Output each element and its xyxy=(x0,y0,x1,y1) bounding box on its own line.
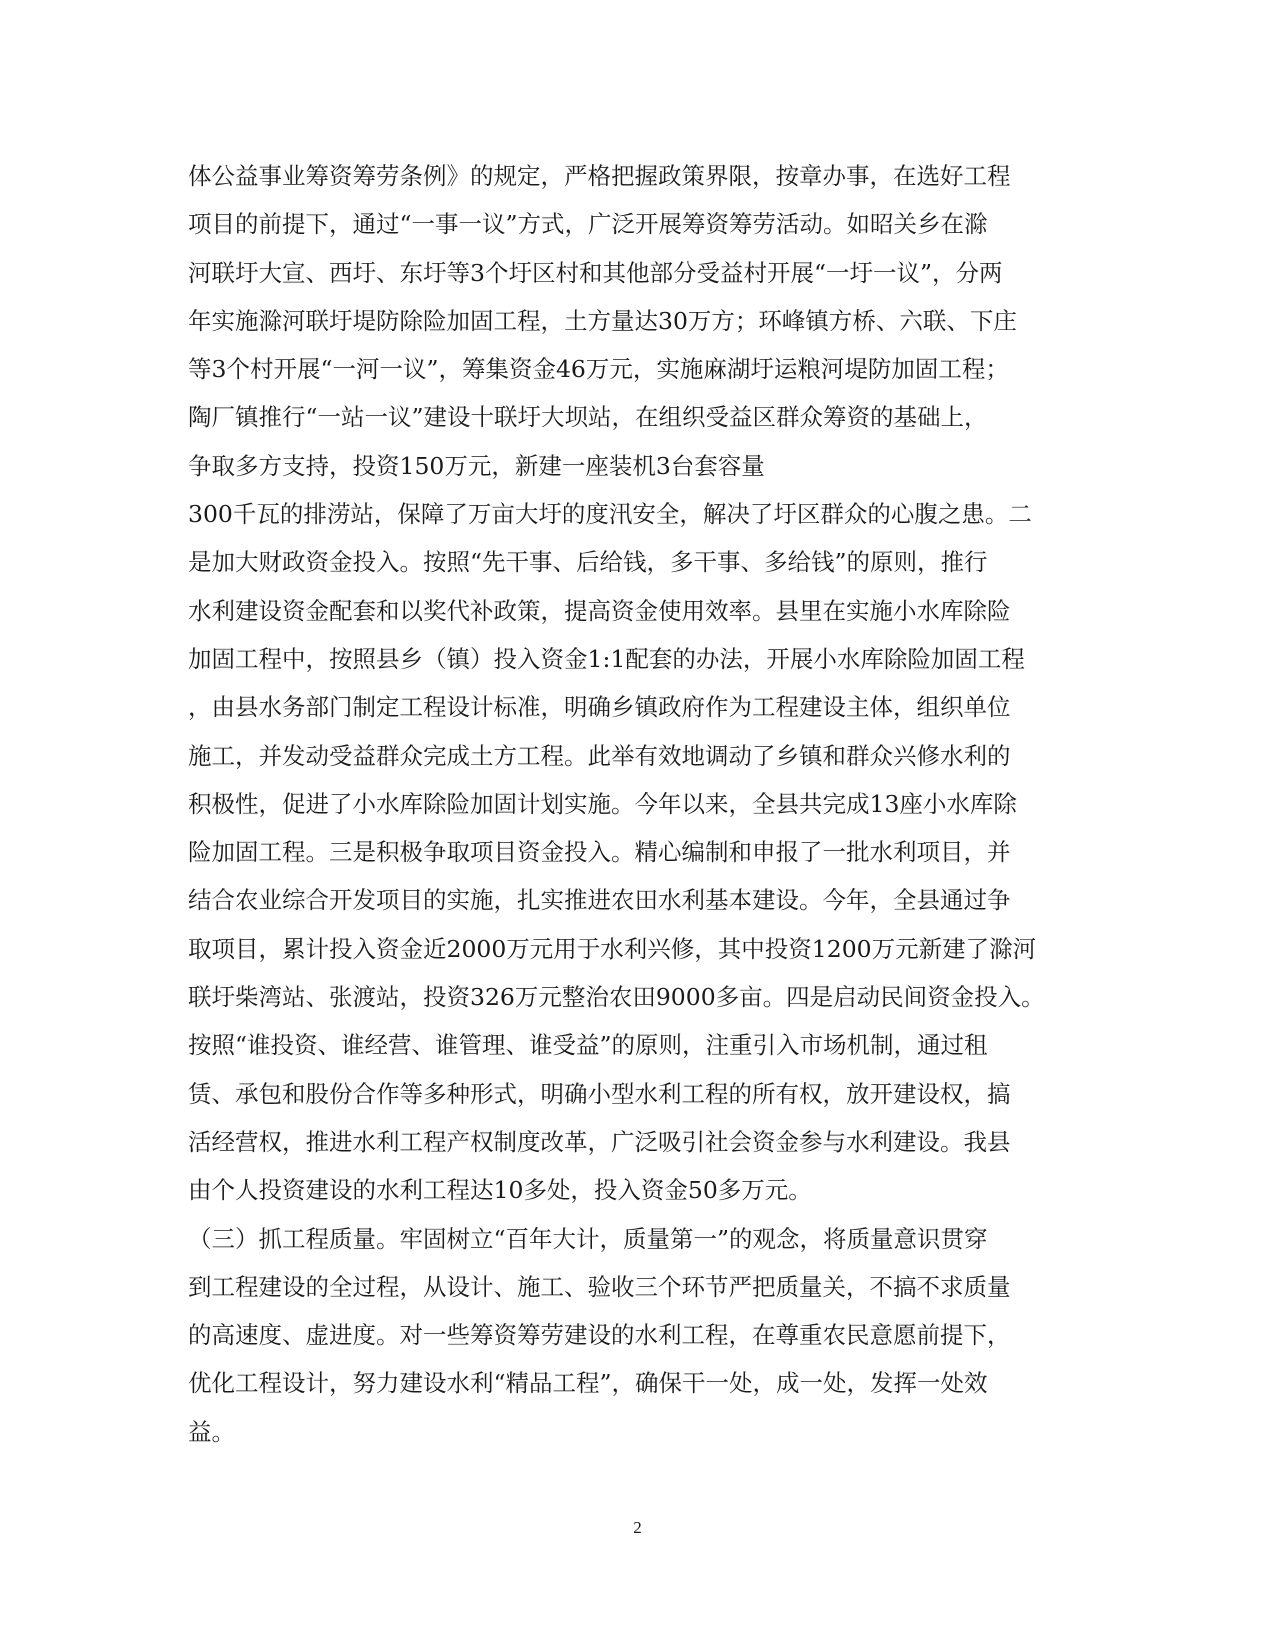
text-line: 陶厂镇推行“一站一议”建设十联圩大坝站，在组织受益区群众筹资的基础上， xyxy=(188,403,988,432)
page-number: 2 xyxy=(633,1518,642,1537)
text-line: 赁、承包和股份合作等多种形式，明确小型水利工程的所有权，放开建设权，搞 xyxy=(188,1079,1011,1108)
text-line: 按照“谁投资、谁经营、谁管理、谁受益”的原则，注重引入市场机制，通过租 xyxy=(188,1031,988,1060)
text-line: 年实施滁河联圩堤防除险加固工程，土方量达30万方；环峰镇方桥、六联、下庄 xyxy=(188,306,1017,335)
text-line: 水利建设资金配套和以奖代补政策，提高资金使用效率。县里在实施小水库除险 xyxy=(188,596,1011,625)
text-line: 由个人投资建设的水利工程达10多处，投入资金50多万元。 xyxy=(188,1176,812,1205)
text-line: 取项目，累计投入资金近2000万元用于水利兴修，其中投资1200万元新建了滁河 xyxy=(188,934,1037,963)
text-line: 优化工程设计，努力建设水利“精品工程”，确保干一处，成一处，发挥一处效 xyxy=(188,1369,988,1398)
text-line: 项目的前提下，通过“一事一议”方式，广泛开展筹资筹劳活动。如昭关乡在滁 xyxy=(188,210,988,239)
text-line: 体公益事业筹资筹劳条例》的规定，严格把握政策界限，按章办事，在选好工程 xyxy=(188,162,1011,190)
text-line: （三）抓工程质量。牢固树立“百年大计，质量第一”的观念，将质量意识贯穿 xyxy=(188,1224,988,1253)
text-line: 加固工程中，按照县乡（镇）投入资金1:1配套的办法，开展小水库除险加固工程 xyxy=(188,644,1025,673)
text-line: 险加固工程。三是积极争取项目资金投入。精心编制和申报了一批水利项目，并 xyxy=(188,838,1011,867)
text-line: 争取多方支持，投资150万元，新建一座装机3台套容量 xyxy=(188,451,765,480)
text-line: 结合农业综合开发项目的实施，扎实推进农田水利基本建设。今年，全县通过争 xyxy=(188,886,1011,915)
text-line: 到工程建设的全过程，从设计、施工、验收三个环节严把质量关，不搞不求质量 xyxy=(188,1272,1011,1301)
text-line: 的高速度、虚进度。对一些筹资筹劳建设的水利工程，在尊重农民意愿前提下， xyxy=(188,1321,1011,1350)
body-text xyxy=(188,152,1088,1456)
text-line: 联圩柴湾站、张渡站，投资326万元整治农田9000多亩。四是启动民间资金投入。 xyxy=(188,983,1045,1012)
text-line: 活经营权，推进水利工程产权制度改革，广泛吸引社会资金参与水利建设。我县 xyxy=(188,1127,1011,1156)
text-line: 300千瓦的排涝站，保障了万亩大圩的度汛安全，解决了圩区群众的心腹之患。二 xyxy=(188,500,1032,529)
text-line: 等3个村开展“一河一议”，筹集资金46万元，实施麻湖圩运粮河堤防加固工程； xyxy=(188,355,1009,384)
text-line: 积极性，促进了小水库除险加固计划实施。今年以来，全县共完成13座小水库除 xyxy=(188,789,1017,818)
text-line: 是加大财政资金投入。按照“先干事、后给钱，多干事、多给钱”的原则，推行 xyxy=(188,548,988,577)
text-line: 河联圩大宣、西圩、东圩等3个圩区村和其他部分受益村开展“一圩一议”，分两 xyxy=(188,258,1003,287)
text-line: 益。 xyxy=(188,1417,235,1446)
text-line: 施工，并发动受益群众完成土方工程。此举有效地调动了乡镇和群众兴修水利的 xyxy=(188,741,1011,770)
text-line: ，由县水务部门制定工程设计标准，明确乡镇政府作为工程建设主体，组织单位 xyxy=(188,693,1011,722)
